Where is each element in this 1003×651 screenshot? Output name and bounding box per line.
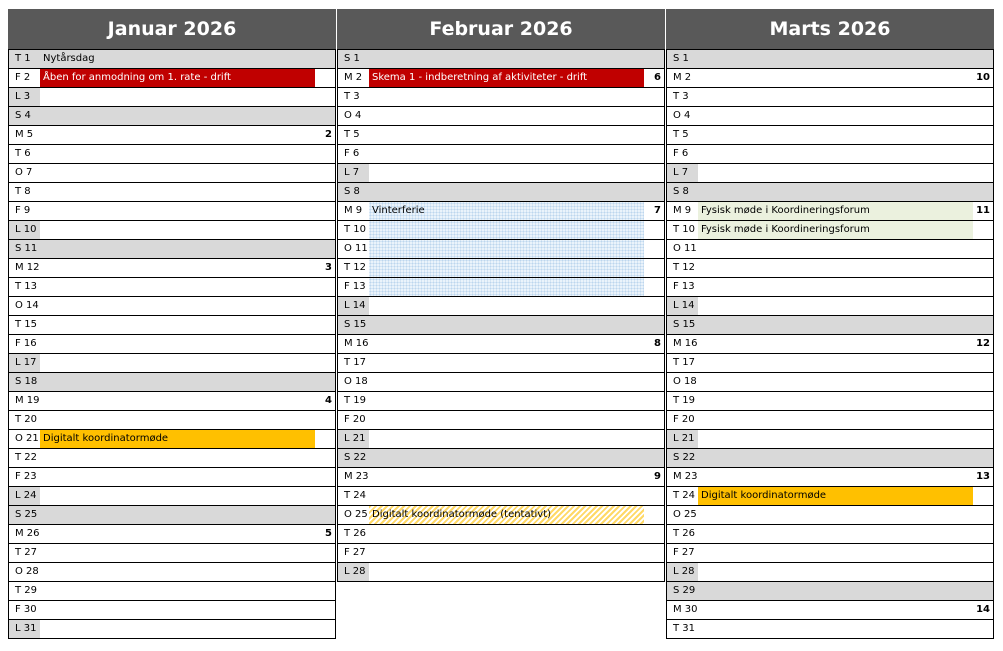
day-row <box>667 126 993 145</box>
month-march <box>666 9 994 639</box>
day-row <box>338 240 664 259</box>
day-row <box>667 582 993 601</box>
day-row <box>9 164 335 183</box>
day-label: F 20 <box>667 411 698 429</box>
day-label: T 24 <box>667 487 698 505</box>
week-number: 8 <box>654 338 661 349</box>
day-row <box>338 411 664 430</box>
day-label: T 12 <box>667 259 698 277</box>
week-number: 13 <box>976 471 990 482</box>
day-label: M 9 <box>338 202 369 220</box>
day-row <box>9 487 335 506</box>
day-row <box>9 145 335 164</box>
day-label: O 11 <box>667 240 698 258</box>
day-label: L 7 <box>667 164 698 182</box>
day-label: T 10 <box>338 221 369 239</box>
day-row <box>9 202 335 221</box>
day-label: S 1 <box>344 53 360 64</box>
day-label: L 14 <box>667 297 698 315</box>
day-label: T 27 <box>9 544 40 562</box>
day-label: O 18 <box>338 373 369 391</box>
day-label: L 3 <box>9 88 40 106</box>
week-number: 2 <box>325 129 332 140</box>
day-label: M 2 <box>338 69 369 87</box>
day-list <box>8 49 336 639</box>
week-number: 3 <box>325 262 332 273</box>
day-row <box>9 69 335 88</box>
month-january <box>8 9 336 639</box>
day-row <box>338 221 664 240</box>
day-row <box>338 506 664 525</box>
day-row <box>667 563 993 582</box>
day-row <box>667 392 993 411</box>
day-row <box>338 183 664 202</box>
day-label: L 17 <box>9 354 40 372</box>
day-label: O 25 <box>338 506 369 524</box>
calendar-event <box>369 259 644 277</box>
day-row <box>338 278 664 297</box>
day-row <box>667 297 993 316</box>
calendar-event <box>369 240 644 258</box>
day-label: F 9 <box>9 202 40 220</box>
day-label: T 1 <box>15 53 31 64</box>
day-row <box>667 50 993 69</box>
day-label: M 23 <box>338 468 369 486</box>
day-row <box>667 544 993 563</box>
day-label: L 7 <box>338 164 369 182</box>
day-label: S 8 <box>344 186 360 197</box>
day-row <box>9 563 335 582</box>
day-row <box>338 259 664 278</box>
day-row <box>667 411 993 430</box>
day-row <box>338 373 664 392</box>
week-number: 12 <box>976 338 990 349</box>
day-row <box>667 259 993 278</box>
day-label: S 15 <box>344 319 367 330</box>
day-label: M 23 <box>667 468 698 486</box>
day-row <box>9 373 335 392</box>
day-row <box>9 297 335 316</box>
day-row <box>667 354 993 373</box>
day-row <box>338 202 664 221</box>
day-label: T 20 <box>9 411 40 429</box>
day-row <box>9 221 335 240</box>
day-label: F 30 <box>9 601 40 619</box>
day-label: T 15 <box>9 316 40 334</box>
day-row <box>338 468 664 487</box>
day-label: T 26 <box>338 525 369 543</box>
day-row <box>667 145 993 164</box>
week-number: 4 <box>325 395 332 406</box>
day-row <box>9 88 335 107</box>
day-label: T 26 <box>667 525 698 543</box>
day-label: S 4 <box>15 110 31 121</box>
day-label: M 16 <box>338 335 369 353</box>
day-row <box>667 316 993 335</box>
day-label: L 31 <box>9 620 40 638</box>
day-row <box>667 373 993 392</box>
day-label: F 27 <box>667 544 698 562</box>
day-row <box>667 88 993 107</box>
day-label: T 3 <box>338 88 369 106</box>
day-row <box>667 468 993 487</box>
day-row <box>338 69 664 88</box>
day-row <box>667 601 993 620</box>
week-number: 11 <box>976 205 990 216</box>
week-number: 10 <box>976 72 990 83</box>
day-label: F 23 <box>9 468 40 486</box>
day-row <box>667 164 993 183</box>
day-row <box>9 601 335 620</box>
day-row <box>667 221 993 240</box>
day-row <box>667 525 993 544</box>
calendar-event: Digitalt koordinatormøde <box>40 430 315 448</box>
day-label: O 14 <box>9 297 40 315</box>
day-label: L 28 <box>667 563 698 581</box>
day-list <box>337 49 665 582</box>
day-row <box>338 316 664 335</box>
day-row <box>667 335 993 354</box>
day-label: L 10 <box>9 221 40 239</box>
day-label: T 17 <box>667 354 698 372</box>
day-row <box>667 183 993 202</box>
day-row <box>9 354 335 373</box>
day-label: S 22 <box>673 452 696 463</box>
calendar-event: Åben for anmodning om 1. rate - drift <box>40 69 315 87</box>
day-label: O 7 <box>9 164 40 182</box>
day-label: T 8 <box>9 183 40 201</box>
day-label: F 6 <box>667 145 698 163</box>
day-label: T 22 <box>9 449 40 467</box>
day-row <box>9 392 335 411</box>
day-row <box>9 316 335 335</box>
day-label: F 16 <box>9 335 40 353</box>
day-row <box>338 525 664 544</box>
day-label: L 21 <box>338 430 369 448</box>
day-label: O 4 <box>338 107 369 125</box>
day-row <box>338 563 664 582</box>
day-row <box>338 487 664 506</box>
calendar-event: Fysisk møde i Koordineringsforum <box>698 221 973 239</box>
day-row <box>338 335 664 354</box>
day-label: O 21 <box>9 430 40 448</box>
day-label: O 18 <box>667 373 698 391</box>
day-row <box>9 468 335 487</box>
day-label: T 19 <box>338 392 369 410</box>
day-label: M 26 <box>9 525 40 543</box>
day-label: T 5 <box>338 126 369 144</box>
week-number: 7 <box>654 205 661 216</box>
month-title: Februar 2026 <box>337 9 665 49</box>
day-row <box>9 506 335 525</box>
month-title: Marts 2026 <box>666 9 994 49</box>
day-label: S 22 <box>344 452 367 463</box>
day-row <box>667 107 993 126</box>
day-label: F 20 <box>338 411 369 429</box>
day-row <box>338 164 664 183</box>
day-label: S 8 <box>673 186 689 197</box>
day-label: O 4 <box>667 107 698 125</box>
day-row <box>9 544 335 563</box>
day-row <box>9 620 335 639</box>
day-row <box>667 487 993 506</box>
day-label: S 29 <box>673 585 696 596</box>
day-label: T 6 <box>9 145 40 163</box>
day-row <box>9 240 335 259</box>
calendar-event: Digitalt koordinatormøde (tentativt) <box>369 506 644 524</box>
day-label: T 5 <box>667 126 698 144</box>
day-row <box>9 449 335 468</box>
calendar-event: Digitalt koordinatormøde <box>698 487 973 505</box>
day-label: T 17 <box>338 354 369 372</box>
day-row <box>9 107 335 126</box>
day-label: F 27 <box>338 544 369 562</box>
day-row <box>9 411 335 430</box>
day-label: O 25 <box>667 506 698 524</box>
day-label: T 29 <box>9 582 40 600</box>
week-number: 9 <box>654 471 661 482</box>
calendar-event <box>369 221 644 239</box>
day-row <box>667 620 993 639</box>
day-row <box>9 335 335 354</box>
day-list <box>666 49 994 639</box>
day-label: L 28 <box>338 563 369 581</box>
day-row <box>9 259 335 278</box>
day-row <box>338 297 664 316</box>
day-label: S 1 <box>673 53 689 64</box>
day-row <box>9 50 335 69</box>
day-row <box>667 240 993 259</box>
day-label: F 6 <box>338 145 369 163</box>
day-row <box>667 69 993 88</box>
day-label: L 21 <box>667 430 698 448</box>
day-label: T 13 <box>9 278 40 296</box>
day-label: T 10 <box>667 221 698 239</box>
day-label: O 28 <box>9 563 40 581</box>
day-row <box>338 126 664 145</box>
day-row <box>667 202 993 221</box>
day-label: S 18 <box>15 376 38 387</box>
day-label: T 12 <box>338 259 369 277</box>
day-label: M 12 <box>9 259 40 277</box>
day-row <box>9 126 335 145</box>
day-label: S 25 <box>15 509 38 520</box>
day-row <box>338 50 664 69</box>
week-number: 14 <box>976 604 990 615</box>
week-number: 6 <box>654 72 661 83</box>
day-label: T 3 <box>667 88 698 106</box>
day-row <box>338 544 664 563</box>
day-row <box>667 430 993 449</box>
calendar-event: Nytårsdag <box>43 53 95 64</box>
day-row <box>9 278 335 297</box>
day-label: S 15 <box>673 319 696 330</box>
day-label: M 19 <box>9 392 40 410</box>
day-label: O 11 <box>338 240 369 258</box>
day-label: L 24 <box>9 487 40 505</box>
day-label: T 31 <box>667 620 698 638</box>
day-row <box>338 354 664 373</box>
day-row <box>338 430 664 449</box>
day-label: M 16 <box>667 335 698 353</box>
day-label: F 13 <box>667 278 698 296</box>
day-label: M 5 <box>9 126 40 144</box>
month-title: Januar 2026 <box>8 9 336 49</box>
day-label: F 2 <box>9 69 40 87</box>
day-row <box>667 449 993 468</box>
day-label: T 24 <box>338 487 369 505</box>
day-row <box>338 392 664 411</box>
calendar-event: Vinterferie <box>369 202 644 220</box>
week-number: 5 <box>325 528 332 539</box>
day-row <box>9 582 335 601</box>
day-row <box>338 88 664 107</box>
day-row <box>9 183 335 202</box>
day-label: F 13 <box>338 278 369 296</box>
calendar-event <box>369 278 644 296</box>
day-label: L 14 <box>338 297 369 315</box>
day-row <box>9 430 335 449</box>
day-label: T 19 <box>667 392 698 410</box>
day-label: S 11 <box>15 243 38 254</box>
day-row <box>338 107 664 126</box>
day-row <box>338 145 664 164</box>
day-row <box>667 506 993 525</box>
day-row <box>338 449 664 468</box>
day-label: M 9 <box>667 202 698 220</box>
calendar-event: Skema 1 - indberetning af aktiviteter - drift <box>369 69 644 87</box>
calendar-event: Fysisk møde i Koordineringsforum <box>698 202 973 220</box>
day-row <box>9 525 335 544</box>
day-label: M 2 <box>667 69 698 87</box>
day-row <box>667 278 993 297</box>
day-label: M 30 <box>667 601 698 619</box>
month-february <box>337 9 665 582</box>
